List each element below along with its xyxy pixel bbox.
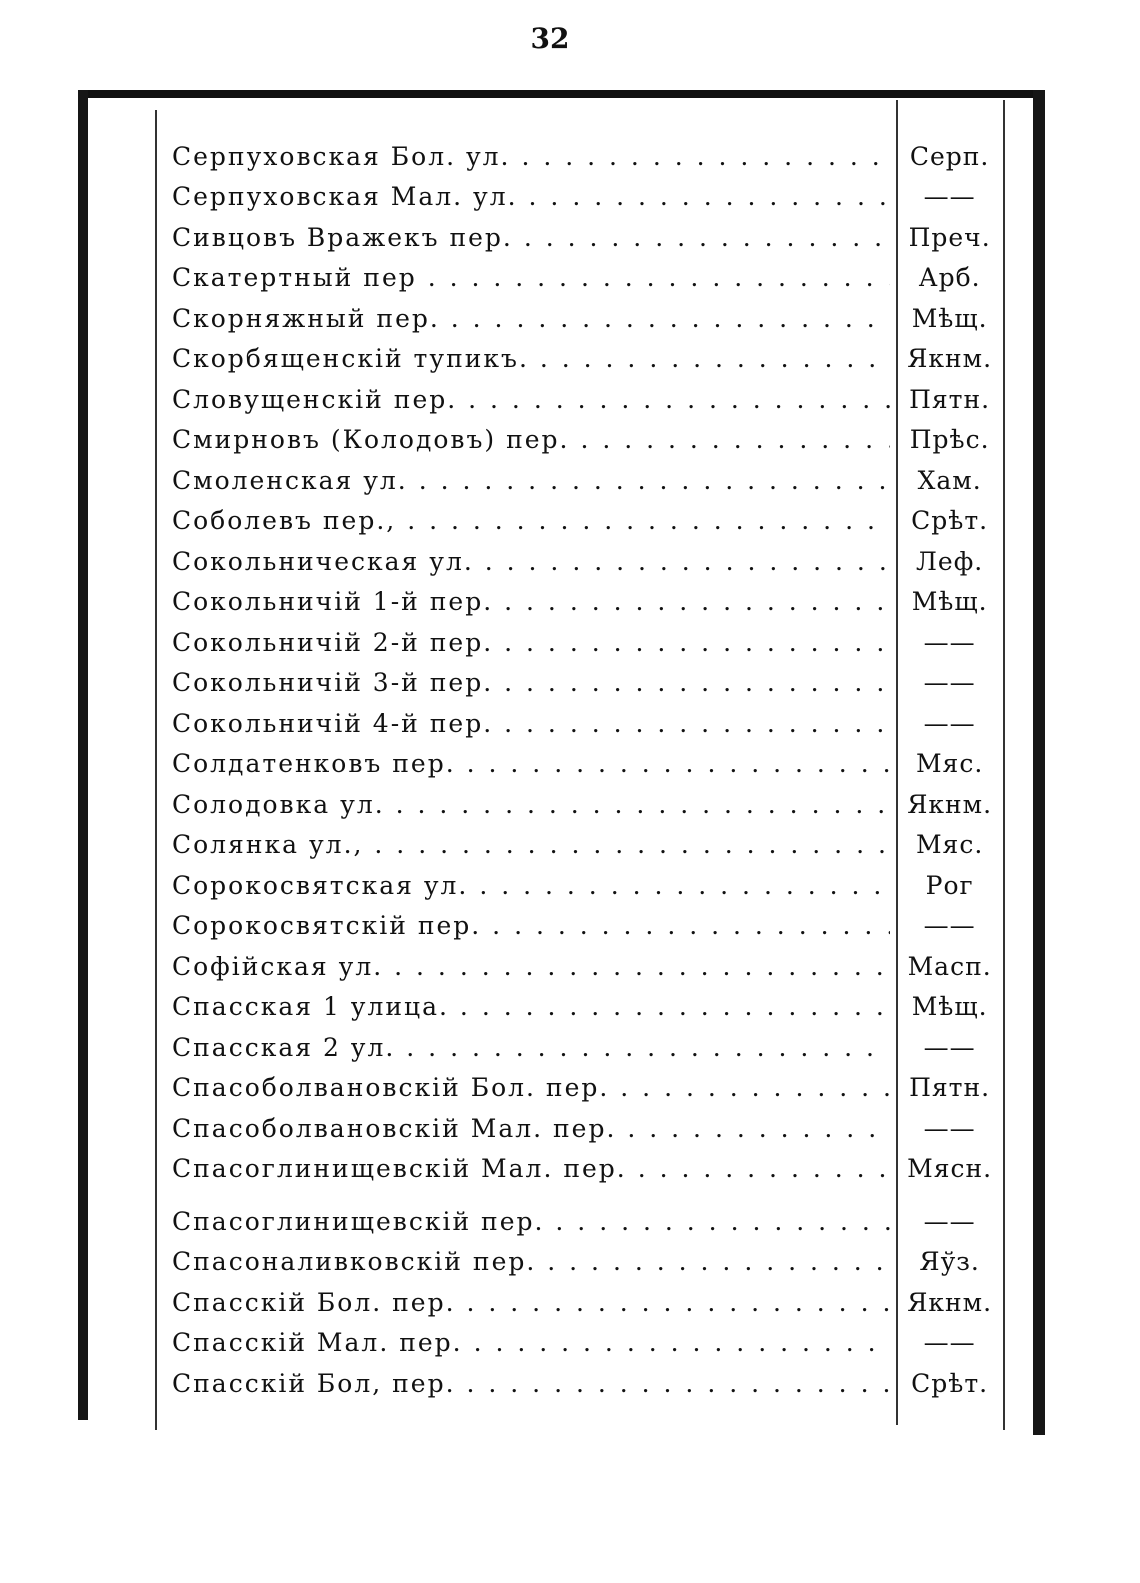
column-rule-left xyxy=(155,110,157,1430)
frame-top-border xyxy=(78,90,1036,98)
page-number: 32 xyxy=(530,22,570,55)
list-item xyxy=(172,1201,1002,1242)
list-item xyxy=(172,906,1002,947)
street-name: Сокольничій 4-й пер. . . . xyxy=(172,709,890,738)
list-item xyxy=(172,136,1002,177)
district-abbreviation: Мяс. xyxy=(915,749,984,779)
list-item xyxy=(172,298,1002,339)
district-abbreviation: —— xyxy=(923,1328,976,1358)
street-index-list xyxy=(172,136,1002,1404)
street-name: Спасоглинищевскій пер. . . . xyxy=(172,1207,890,1236)
street-name: Сивцовъ Вражекъ пер. . . . xyxy=(172,223,890,252)
list-item xyxy=(172,622,1002,663)
list-item xyxy=(172,582,1002,623)
list-item xyxy=(172,987,1002,1028)
district-abbreviation: Срѣт. xyxy=(911,506,989,536)
street-name: Смирновъ (Колодовъ) пер. . . . xyxy=(172,425,890,454)
list-item xyxy=(172,1149,1002,1190)
list-item xyxy=(172,339,1002,380)
list-item xyxy=(172,177,1002,218)
street-name: Сокольническая ул. . . . xyxy=(172,547,890,576)
street-name: Спасоглинищевскій Мал. пер. . . . xyxy=(172,1154,890,1183)
district-abbreviation: —— xyxy=(923,1113,976,1143)
district-abbreviation: Яўз. xyxy=(919,1247,980,1277)
district-abbreviation: Пятн. xyxy=(909,1073,991,1103)
district-abbreviation: Рог xyxy=(925,870,974,900)
list-item xyxy=(172,825,1002,866)
district-abbreviation: Леф. xyxy=(916,546,984,576)
street-name: Солдатенковъ пер. . . . xyxy=(172,749,890,778)
street-name: Сокольничій 1-й пер. . . . xyxy=(172,587,890,616)
district-abbreviation: Масп. xyxy=(907,951,992,981)
district-abbreviation: Пятн. xyxy=(909,384,991,414)
district-abbreviation: Мѣщ. xyxy=(911,303,988,333)
district-abbreviation: Хам. xyxy=(917,465,982,495)
street-name: Спасскій Бол. пер. . . . xyxy=(172,1288,890,1317)
column-rule-right xyxy=(1003,100,1005,1430)
street-name: Скатертный пер . . . xyxy=(172,263,890,292)
district-abbreviation: Арб. xyxy=(918,263,981,293)
list-item xyxy=(172,663,1002,704)
list-item xyxy=(172,865,1002,906)
district-abbreviation: Серп. xyxy=(909,141,990,171)
street-name: Сорокосвятская ул. . . . xyxy=(172,871,890,900)
list-item xyxy=(172,1068,1002,1109)
list-item xyxy=(172,1323,1002,1364)
street-name: Словущенскій пер. . . . xyxy=(172,385,890,414)
frame-left-border xyxy=(78,90,88,1420)
list-item xyxy=(172,703,1002,744)
district-abbreviation: —— xyxy=(923,182,976,212)
list-item xyxy=(172,1242,1002,1283)
street-name: Спасоболвановскій Бол. пер. . . . xyxy=(172,1073,890,1102)
list-item xyxy=(172,1027,1002,1068)
district-abbreviation: —— xyxy=(923,1032,976,1062)
list-item xyxy=(172,541,1002,582)
list-item xyxy=(172,501,1002,542)
district-abbreviation: Мѣщ. xyxy=(911,992,988,1022)
street-name: Сорокосвятскій пер. . . . xyxy=(172,911,890,940)
list-item xyxy=(172,379,1002,420)
district-abbreviation: —— xyxy=(923,911,976,941)
list-item xyxy=(172,217,1002,258)
district-abbreviation: Якнм. xyxy=(907,1287,993,1317)
district-abbreviation: Преч. xyxy=(908,222,991,252)
street-name: Сокольничій 3-й пер. . . . xyxy=(172,668,890,697)
list-item xyxy=(172,420,1002,461)
street-name: Спасская 1 улица. . . . xyxy=(172,992,890,1021)
list-item xyxy=(172,258,1002,299)
street-name: Серпуховская Бол. ул. . . . xyxy=(172,142,890,171)
list-item xyxy=(172,1363,1002,1404)
list-item xyxy=(172,744,1002,785)
street-name: Спасская 2 ул. . . . xyxy=(172,1033,890,1062)
street-name: Сокольничій 2-й пер. . . . xyxy=(172,628,890,657)
list-item xyxy=(172,946,1002,987)
district-abbreviation: Мяс. xyxy=(915,830,984,860)
street-name: Соболевъ пер., . . . xyxy=(172,506,890,535)
street-name: Скорбященскій тупикъ. . . . xyxy=(172,344,890,373)
street-name: Спасоналивковскій пер. . . . xyxy=(172,1247,890,1276)
street-name: Солодовка ул. . . . xyxy=(172,790,890,819)
street-name: Спасскій Бол, пер. . . . xyxy=(172,1369,890,1398)
district-abbreviation: Якнм. xyxy=(907,344,993,374)
district-abbreviation: Прѣс. xyxy=(909,425,990,455)
district-abbreviation: —— xyxy=(923,668,976,698)
street-name: Скорняжный пер. . . . xyxy=(172,304,890,333)
district-abbreviation: —— xyxy=(923,708,976,738)
district-abbreviation: Мясн. xyxy=(907,1154,993,1184)
street-name: Спасоболвановскій Мал. пер. . . . xyxy=(172,1114,890,1143)
street-name: Серпуховская Мал. ул. . . . xyxy=(172,182,890,211)
list-item xyxy=(172,784,1002,825)
street-name: Смоленская ул. . . . xyxy=(172,466,890,495)
district-abbreviation: Срѣт. xyxy=(911,1368,989,1398)
street-name: Солянка ул., . . . xyxy=(172,830,890,859)
street-name: Софійская ул. . . . xyxy=(172,952,890,981)
frame-right-border xyxy=(1033,90,1045,1435)
list-item xyxy=(172,1108,1002,1149)
list-item xyxy=(172,460,1002,501)
district-abbreviation: —— xyxy=(923,627,976,657)
district-abbreviation: Мѣщ. xyxy=(911,587,988,617)
street-name: Спасскій Мал. пер. . . . xyxy=(172,1328,890,1357)
list-item xyxy=(172,1282,1002,1323)
district-abbreviation: —— xyxy=(923,1206,976,1236)
district-abbreviation: Якнм. xyxy=(907,789,993,819)
